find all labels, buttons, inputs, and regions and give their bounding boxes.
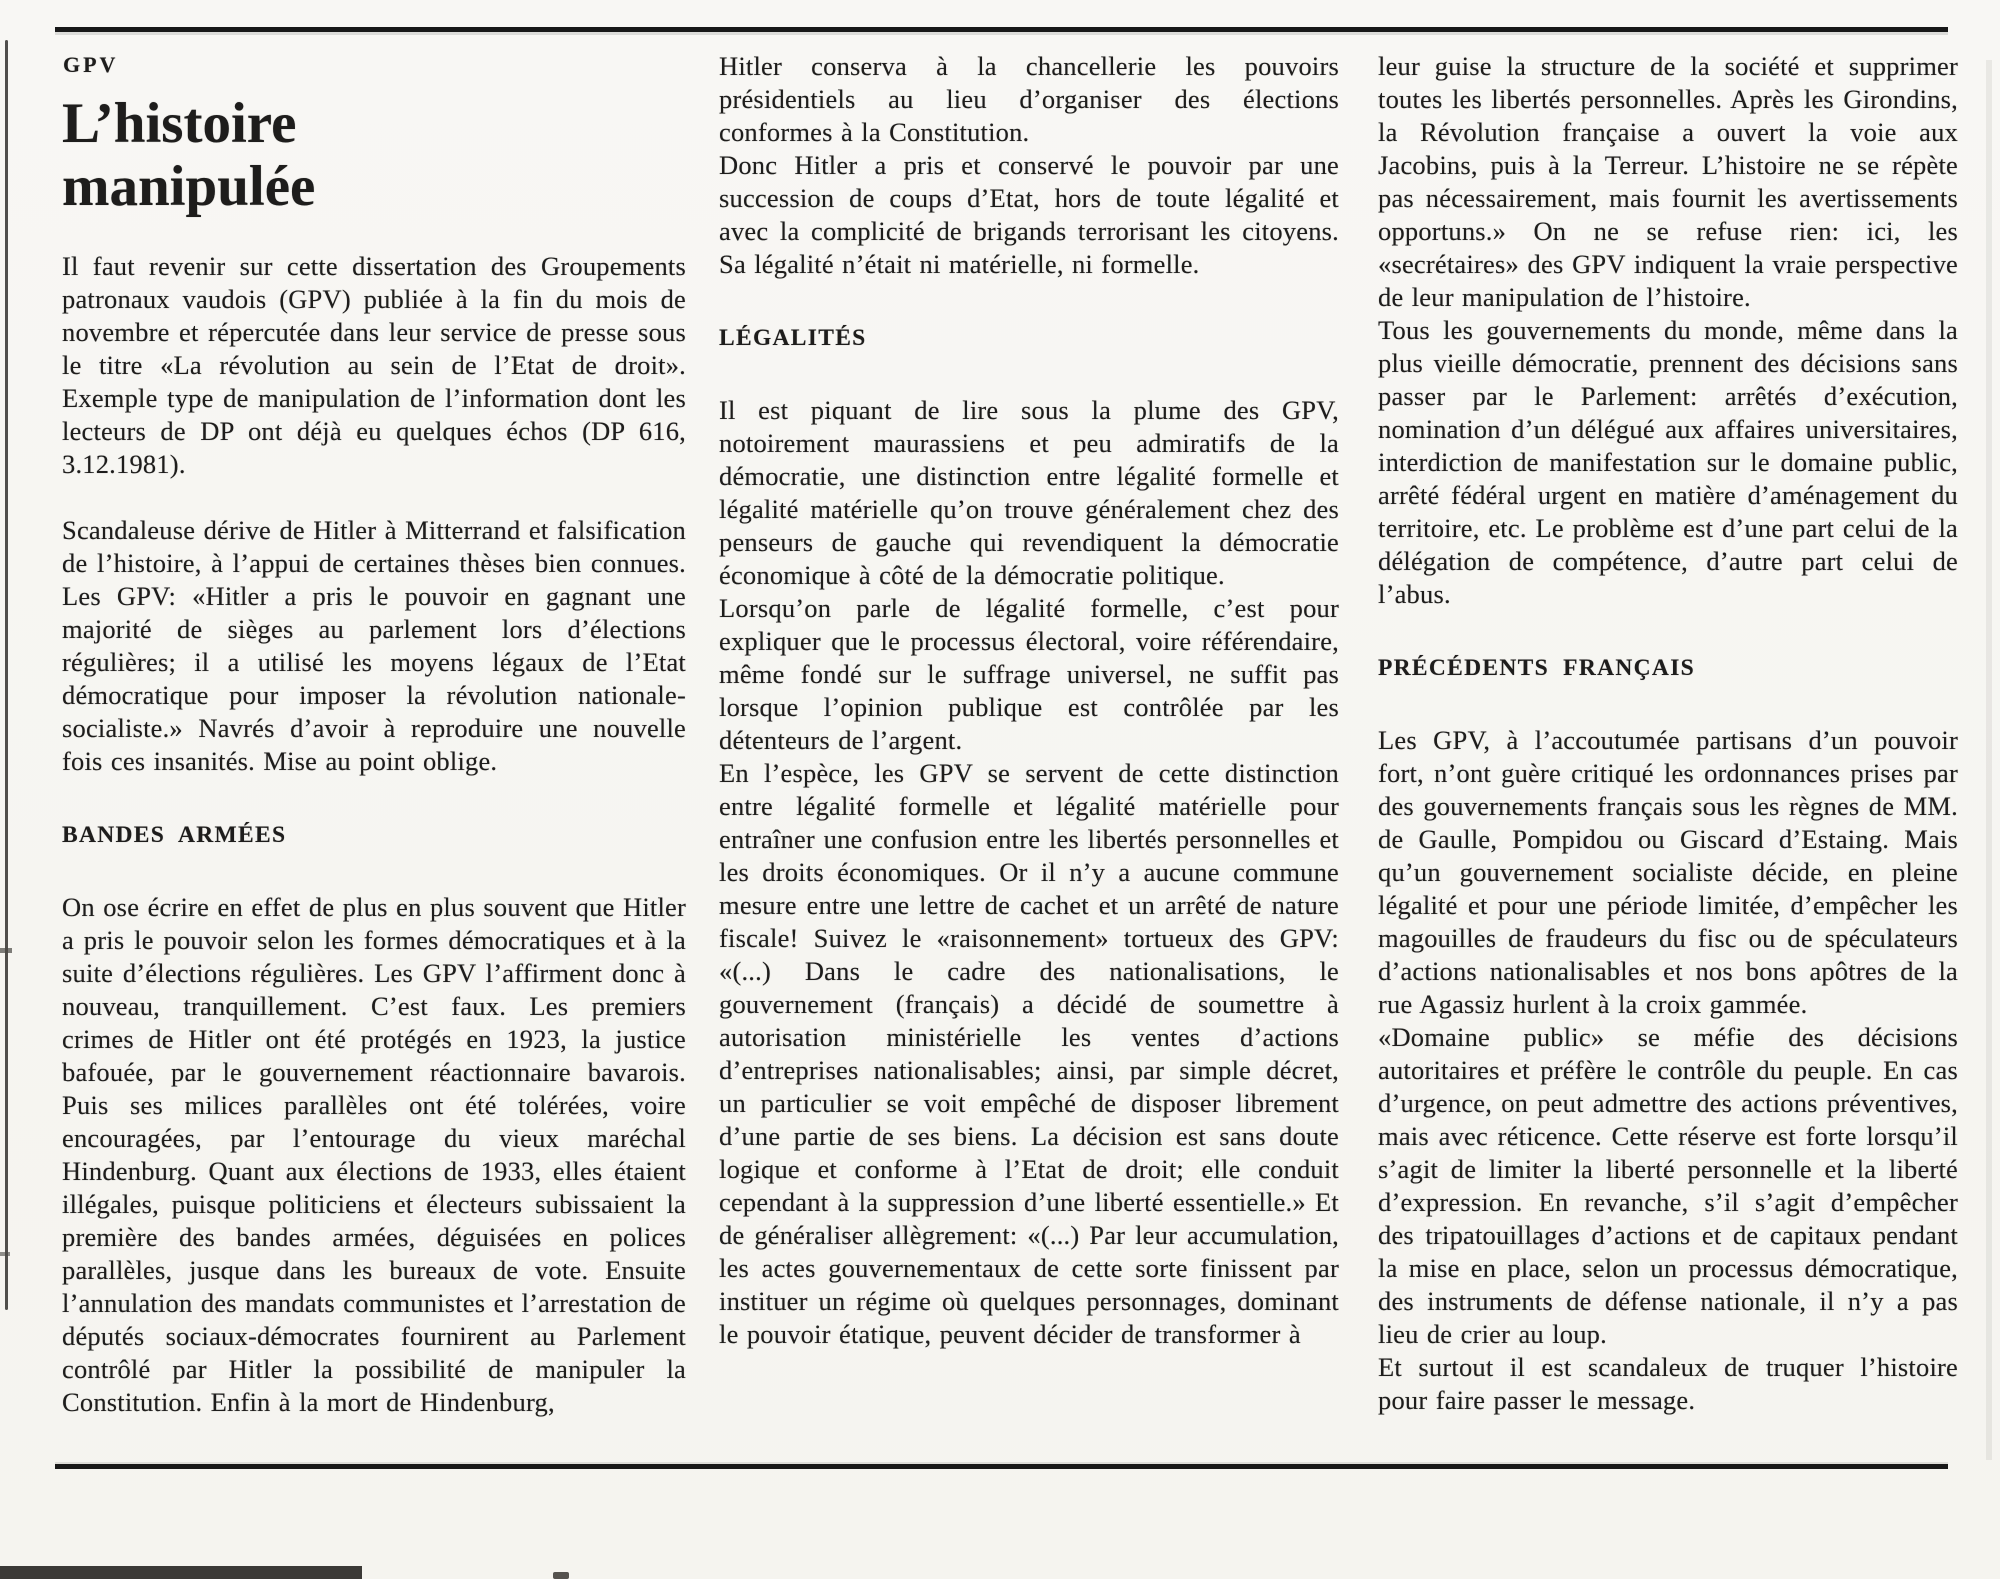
article-kicker: GPV <box>63 52 119 77</box>
scan-artifact-tick <box>0 948 12 953</box>
article-title-line2: manipulée <box>62 155 316 218</box>
paragraph: Et surtout il est scandaleux de truquer l’histoire pour faire passer le message. <box>1378 1351 1958 1415</box>
scan-artifact-tick <box>0 1252 10 1256</box>
paragraph: Tous les gouvernements du monde, même dans la plus vieille démocratie, prennent des décisions sans passer par le Parlement: arrêtés d’exécution, nomination d’un délégué aux affaires universitaires, interdiction de manifestation sur le domaine public, arrêté fédéral urgent en matière d’aménagement du territoire, etc. Le problème est d’une part celui de la délégation de compétence, d’autre part celui de l’abus. <box>1378 315 1958 609</box>
paragraph: Lorsqu’on parle de légalité formelle, c’est pour expliquer que le processus électoral, voire référendaire, même fondé sur le suffrage universel, ne suffit pas lorsque l’opinion publique est contrôlée par les détenteurs de l’argent. <box>719 592 1339 755</box>
scan-artifact-right-shadow <box>1986 60 1992 1460</box>
paragraph: Hitler conserva à la chancellerie les pouvoirs présidentiels au lieu d’organiser des élections conformes à la Constitution. <box>719 51 1339 147</box>
article <box>62 50 1958 1419</box>
article-title <box>62 92 686 218</box>
section-heading-bandes-armees: BANDES ARMÉES <box>62 822 287 848</box>
paragraph: Donc Hitler a pris et conservé le pouvoir par une succession de coups d’Etat, hors de toute légalité et avec la complicité de brigands terrorisant les citoyens. Sa légalité n’était ni matérielle, ni formelle. <box>719 150 1339 279</box>
column-2 <box>719 50 1339 1419</box>
paragraph: En l’espèce, les GPV se servent de cette distinction entre légalité formelle et légalité matérielle pour entraîner une confusion entre les libertés personnelles et les droits économiques. Or il n’y a aucune commune mesure entre une lettre de cachet et un arrêté de nature fiscale! Suivez le «raisonnement» tortueux des GPV: «(...) Dans le cadre des nationalisations, le gouvernement (français) a décidé de soumettre à autorisation ministérielle les ventes d’actions d’entreprises nationalisables; ainsi, par simple décret, un particulier se voit empêché de disposer librement d’une partie de ses biens. La décision est sans doute logique et conforme à l’Etat de droit; elle conduit cependant à la suppression d’une liberté essentielle.» Et de généraliser allègrement: «(...) Par leur accumulation, les actes gouvernementaux de cette sorte finissent par instituer un régime où quelques personnages, dominant le pouvoir étatique, peuvent décider de transformer à <box>719 757 1339 1349</box>
column-1 <box>62 50 686 1419</box>
bottom-rule <box>55 1464 1948 1469</box>
scan-artifact-bottom-left <box>0 1566 362 1579</box>
paragraph: Il faut revenir sur cette dissertation des Groupements patronaux vaudois (GPV) publiée à la fin du mois de novembre et répercutée dans leur service de presse sous le titre «La révolution au sein de l’Etat de droit». Exemple type de manipulation de l’information dont les lecteurs de DP ont déjà eu quelques échos (DP 616, 3.12.1981). <box>62 251 686 479</box>
section-heading-legalites: LÉGALITÉS <box>719 325 867 351</box>
scan-artifact-left-edge <box>5 40 8 1310</box>
section-heading-precedents-francais: PRÉCÉDENTS FRANÇAIS <box>1378 655 1696 681</box>
paragraph: leur guise la structure de la société et supprimer toutes les libertés personnelles. Après les Girondins, la Révolution française a ouvert la voie aux Jacobins, puis à la Terreur. L’histoire ne se répète pas nécessairement, mais fournit les avertissements opportuns.» On ne se refuse rien: ici, les «secrétaires» des GPV indiquent la vraie perspective de leur manipulation de l’histoire. <box>1378 51 1958 312</box>
paragraph: Scandaleuse dérive de Hitler à Mitterrand et falsification de l’histoire, à l’appui de certaines thèses bien connues. Les GPV: «Hitler a pris le pouvoir en gagnant une majorité de sièges au parlement lors d’élections régulières; il a utilisé les moyens légaux de l’Etat démocratique pour imposer la révolution nationale-socialiste.» Navrés d’avoir à reproduire une nouvelle fois ces insanités. Mise au point oblige. <box>62 515 686 776</box>
top-rule <box>55 27 1948 32</box>
scan-artifact-speck <box>553 1572 569 1579</box>
paragraph: On ose écrire en effet de plus en plus souvent que Hitler a pris le pouvoir selon les formes démocratiques et à la suite d’élections régulières. Les GPV l’affirment donc à nouveau, tranquillement. C’est faux. Les premiers crimes de Hitler ont été protégés en 1923, la justice bafouée, par le gouvernement réactionnaire bavarois. Puis ses milices parallèles ont été tolérées, voire encouragées, par l’entourage du vieux maréchal Hindenburg. Quant aux élections de 1933, elles étaient illégales, puisque politiciens et électeurs subissaient la première des bandes armées, déguisées en polices parallèles, jusque dans les bureaux de vote. Ensuite l’annulation des mandats communistes et l’arrestation de députés sociaux-démocrates fournirent au Parlement contrôlé par Hitler la possibilité de manipuler la Constitution. Enfin à la mort de Hindenburg, <box>62 891 686 1417</box>
paragraph: Les GPV, à l’accoutumée partisans d’un pouvoir fort, n’ont guère critiqué les ordonnances prises par des gouvernements français sous les règnes de MM. de Gaulle, Pompidou ou Giscard d’Estaing. Mais qu’un gouvernement socialiste décide, en pleine légalité et pour une période limitée, d’empêcher les magouilles de fraudeurs du fisc ou de spéculateurs d’actions nationalisables et nos bons apôtres de la rue Agassiz hurlent à la croix gammée. <box>1378 724 1958 1019</box>
article-title-line1: L’histoire <box>62 92 297 155</box>
paragraph: «Domaine public» se méfie des décisions autoritaires et préfère le contrôle du peuple. En cas d’urgence, on peut admettre des actions préventives, mais avec réticence. Cette réserve est forte lorsqu’il s’agit de limiter la liberté personnelle et la liberté d’expression. En revanche, s’il s’agit d’empêcher des tripatouillages d’actions et de capitaux pendant la mise en place, selon un processus démocratique, des instruments de défense nationale, il n’y a pas lieu de crier au loup. <box>1378 1021 1958 1349</box>
paragraph: Il est piquant de lire sous la plume des GPV, notoirement maurassiens et peu admiratifs de la démocratie, une distinction entre légalité formelle et légalité matérielle qu’on trouve généralement chez des penseurs de gauche qui revendiquent la démocratie économique à côté de la démocratie politique. <box>719 394 1339 590</box>
column-3 <box>1378 50 1958 1419</box>
